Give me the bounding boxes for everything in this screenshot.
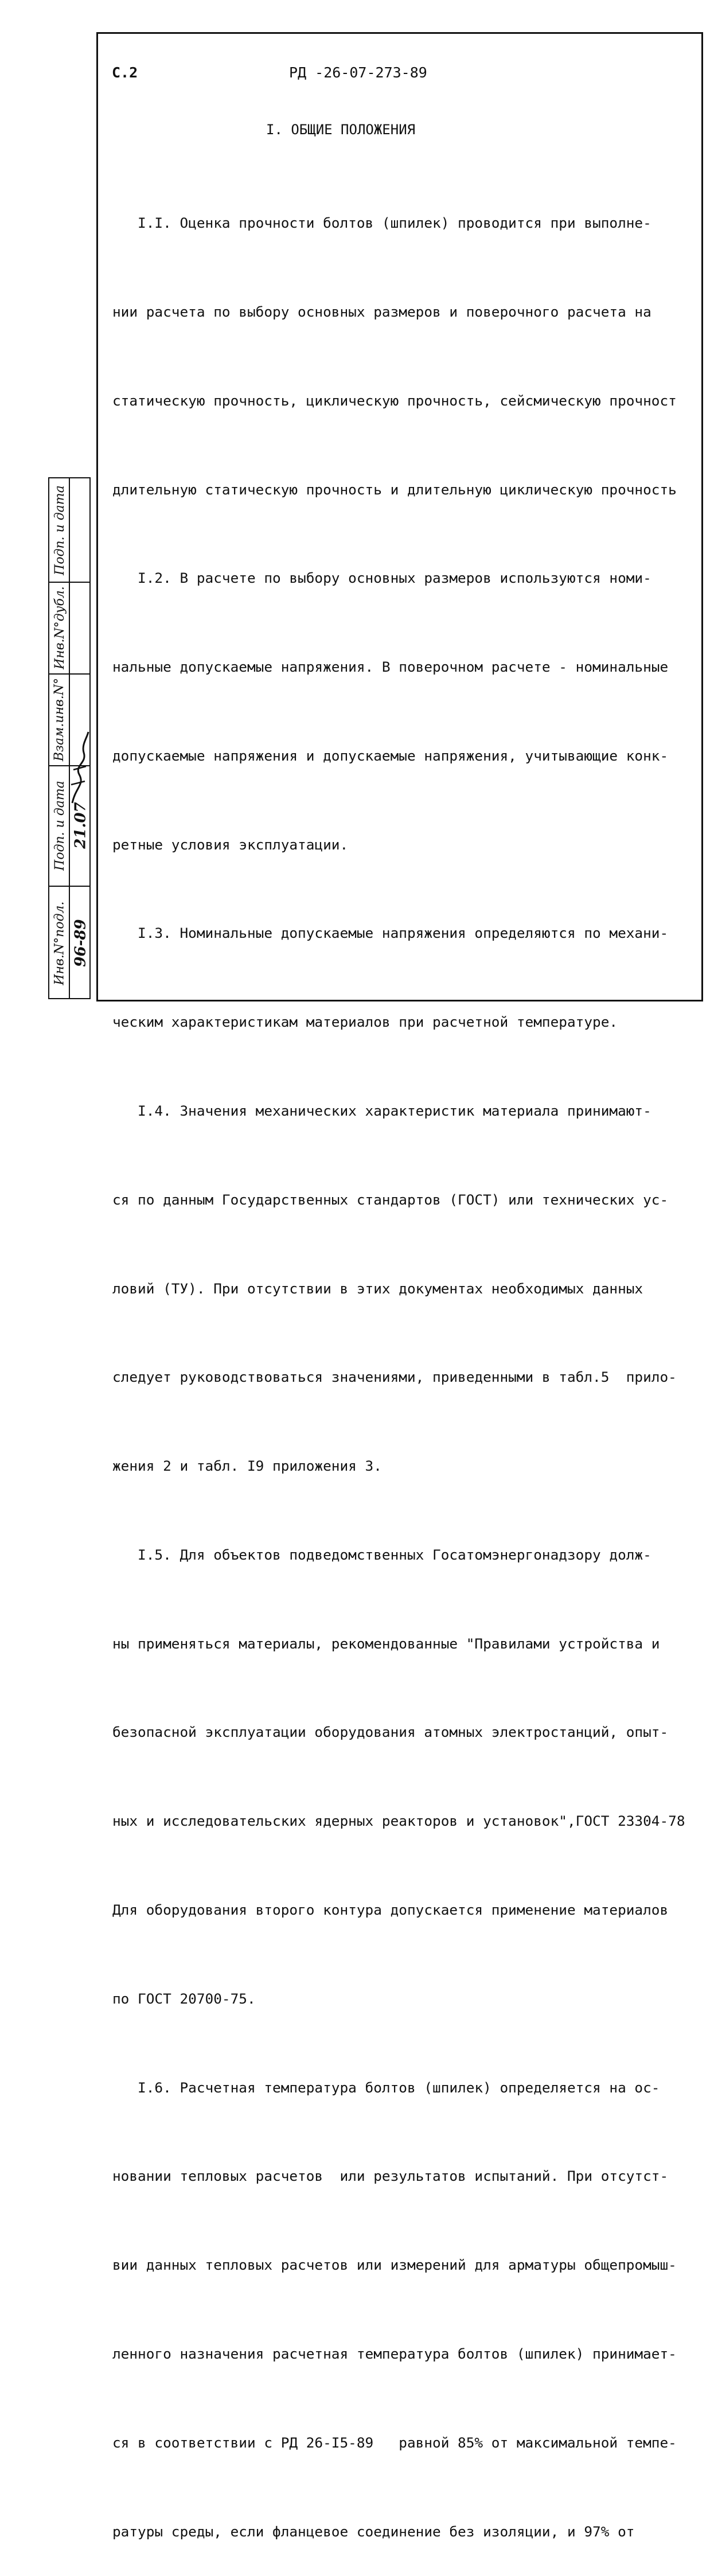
text-line: I.5. Для объектов подведомственных Госатомэнергонадзору долж- — [112, 1546, 651, 1563]
stamp-label-sign-date-2: Подп. и дата — [52, 780, 67, 871]
stamp-value-inventory-number: 96-89 — [72, 919, 89, 967]
body-text — [112, 149, 703, 2576]
stamp-label-duplicate-inv: Инв.N°дубл. — [52, 586, 67, 669]
text-line: ся по данным Государственных стандартов (ГОСТ) или технических ус- — [112, 1191, 669, 1208]
stamp-label-original-inv: Инв.N°подл. — [52, 901, 67, 985]
text-line: ных и исследовательских ядерных реакторов и установок",ГОСТ 23304-78 — [112, 1813, 685, 1830]
text-line: I.4. Значения механических характеристик материала принимают- — [112, 1102, 651, 1119]
text-line: следует руководствоваться значениями, приведенными в табл.5 прило- — [112, 1369, 677, 1386]
text-line: жения 2 и табл. I9 приложения 3. — [112, 1457, 382, 1475]
text-line: ратуры среды, если фланцевое соединение без изоляции, и 97% от — [112, 2523, 635, 2540]
text-line: вии данных тепловых расчетов или измерений для арматуры общепромыш- — [112, 2257, 677, 2274]
text-line: статическую прочность, циклическую прочность, сейсмическую прочност — [112, 392, 677, 409]
signature-mark — [68, 730, 91, 810]
text-line: ловий (ТУ). При отсутствии в этих документах необходимых данных — [112, 1280, 643, 1297]
text-line: ретные условия эксплуатации. — [112, 836, 349, 853]
text-line: ческим характеристикам материалов при расчетной температуре. — [112, 1014, 618, 1031]
text-line: I.2. В расчете по выбору основных размеров используются номи- — [112, 570, 651, 587]
text-line: нии расчета по выбору основных размеров и поверочного расчета на — [112, 303, 651, 320]
stamp-label-sign-date: Подп. и дата — [52, 485, 67, 575]
stamp-label-replacement-inv: Взам.инв.N° — [52, 677, 67, 761]
text-line: безопасной эксплуатации оборудования атомных электростанций, опыт- — [112, 1724, 669, 1741]
section-title: I. ОБЩИЕ ПОЛОЖЕНИЯ — [266, 122, 416, 138]
text-line: новании тепловых расчетов или результатов испытаний. При отсутст- — [112, 2168, 669, 2185]
page-number: С.2 — [112, 64, 138, 81]
text-line: ся в соответствии с РД 26-I5-89 равной 85% от максимальной темпе- — [112, 2434, 677, 2451]
text-line: по ГОСТ 20700-75. — [112, 1990, 256, 2007]
text-line: Для оборудования второго контура допускается применение материалов — [112, 1901, 669, 1919]
text-line: нальные допускаемые напряжения. В поверочном расчете - номинальные — [112, 658, 669, 676]
stamp-value-date: 21.07 — [72, 802, 90, 849]
text-line: I.I. Оценка прочности болтов (шпилек) проводится при выполне- — [112, 215, 651, 232]
text-line: длительную статическую прочность и длительную циклическую прочность — [112, 481, 677, 498]
text-line: ленного назначения расчетная температура болтов (шпилек) принимает- — [112, 2345, 677, 2362]
text-line: допускаемые напряжения и допускаемые напряжения, учитывающие конк- — [112, 747, 669, 764]
text-line: I.3. Номинальные допускаемые напряжения определяются по механи- — [112, 925, 669, 942]
text-line: I.6. Расчетная температура болтов (шпилек) определяется на ос- — [112, 2079, 660, 2096]
text-line: ны применяться материалы, рекомендованные "Правилами устройства и — [112, 1635, 660, 1652]
document-code: РД -26-07-273-89 — [289, 64, 427, 81]
